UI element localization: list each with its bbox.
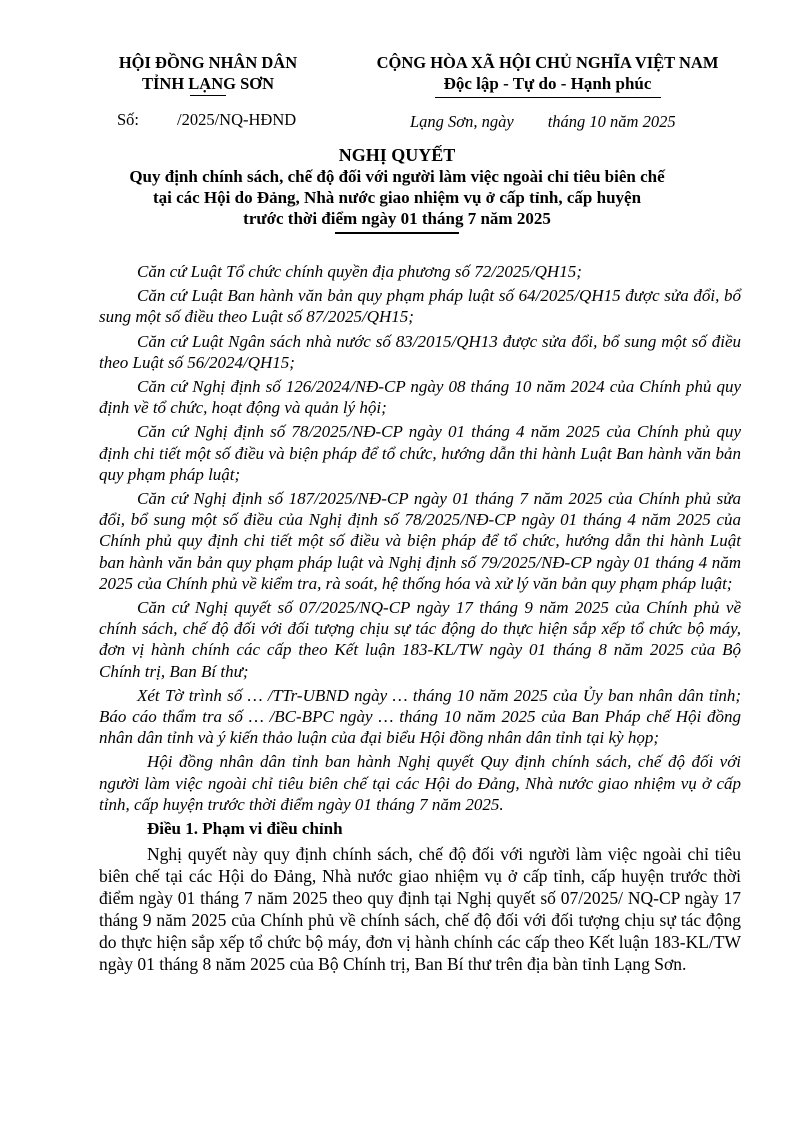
document-number — [117, 110, 296, 130]
legal-basis-item: Căn cứ Nghị quyết số 07/2025/NQ-CP ngày 17 tháng 9 năm 2025 của Chính phủ về chính sách, chế độ đối với đối tượng chịu sự tác động do thực hiện sắp xếp tổ chức bộ máy, đơn vị hành chính các cấp theo Kết luận 183-KL/TW ngày 01 tháng 8 năm 2025 của Bộ Chính trị, Ban Bí thư; — [99, 598, 741, 681]
motto-underline — [435, 97, 661, 98]
title-underline — [335, 232, 459, 234]
legal-basis-item: Căn cứ Nghị định số 187/2025/NĐ-CP ngày 01 tháng 7 năm 2025 của Chính phủ sửa đổi, bổ sung một số điều của Nghị định số 78/2025/NĐ-CP ngày 01 tháng 4 năm 2025 của Chính phủ quy định chi tiết một số điều và biện pháp để tổ chức, hướng dẫn thi hành Luật ban hành văn bản quy phạm pháp luật và Nghị định số 79/2025/NĐ-CP ngày 01 tháng 4 năm 2025 của Chính phủ về kiểm tra, rà soát, hệ thống hóa và xử lý văn bản quy phạm pháp luật; — [99, 489, 741, 593]
resolution-intro: Hội đồng nhân dân tỉnh ban hành Nghị quyết Quy định chính sách, chế độ đối với người làm việc ngoài chỉ tiêu biên chế tại các Hội do Đảng, Nhà nước giao nhiệm vụ ở cấp tỉnh, cấp huyện trước thời điểm ngày 01 tháng 7 năm 2025. — [99, 752, 741, 814]
country-name: CỘNG HÒA XÃ HỘI CHỦ NGHĨA VIỆT NAM — [376, 53, 719, 72]
document-number-label: Số: — [117, 110, 140, 129]
document-body — [99, 261, 741, 978]
legal-basis-item: Căn cứ Nghị định số 78/2025/NĐ-CP ngày 01 tháng 4 năm 2025 của Chính phủ quy định chi tiết một số điều và biện pháp để tổ chức, hướng dẫn thi hành Luật Ban hành văn bản quy phạm pháp luật; — [99, 422, 741, 484]
place-date-part-1: Lạng Sơn, ngày — [410, 112, 514, 131]
legal-basis-item: Căn cứ Luật Tổ chức chính quyền địa phương số 72/2025/QH15; — [137, 262, 582, 281]
issuing-authority — [98, 52, 318, 96]
authority-line-1: HỘI ĐỒNG NHÂN DÂN — [118, 53, 298, 72]
place-date-part-2: tháng 10 năm 2025 — [547, 112, 676, 131]
document-number-value: /2025/NQ-HĐND — [177, 110, 297, 129]
place-and-date — [410, 112, 676, 132]
document-title — [100, 144, 694, 234]
article-1-text: Nghị quyết này quy định chính sách, chế độ đối với người làm việc ngoài chỉ tiêu biên chế tại các Hội do Đảng, Nhà nước giao nhiệm vụ ở cấp tỉnh, cấp huyện trước thời điểm ngày 01 tháng 7 năm 2025 theo quy định tại Nghị quyết số 07/2025/ NQ-CP ngày 17 tháng 9 năm 2025 của Chính phủ về chính sách, chế độ đối với đối tượng chịu sự tác động do thực hiện sắp xếp tổ chức bộ máy, đơn vị hành chính các cấp theo Kết luận 183-KL/TW ngày 01 tháng 8 năm 2025 của Bộ Chính trị, Ban Bí thư trên địa bàn tỉnh Lạng Sơn. — [99, 844, 741, 975]
legal-basis-item: Căn cứ Luật Ngân sách nhà nước số 83/2015/QH13 được sửa đổi, bổ sung một số điều theo Luật số 56/2024/QH15; — [99, 331, 741, 372]
title-line-2: tại các Hội do Đảng, Nhà nước giao nhiệm vụ ở cấp tỉnh, cấp huyện — [152, 188, 642, 207]
authority-underline — [190, 95, 226, 96]
legal-basis-item: Xét Tờ trình số … /TTr-UBND ngày … tháng 10 năm 2025 của Ủy ban nhân dân tỉnh; Báo cáo thẩm tra số … /BC-BPC ngày … tháng 10 năm 2025 của Ban Pháp chế Hội đồng nhân dân tỉnh và ý kiến thảo luận của đại biểu Hội đồng nhân dân tỉnh tại kỳ họp; — [99, 685, 741, 748]
legal-basis-item: Căn cứ Luật Ban hành văn bản quy phạm pháp luật số 64/2025/QH15 được sửa đổi, bổ sung một số điều theo Luật số 87/2025/QH15; — [99, 286, 741, 327]
title-line-1: Quy định chính sách, chế độ đối với người làm việc ngoài chỉ tiêu biên chế — [129, 167, 665, 186]
national-header — [350, 52, 745, 98]
document-type: NGHỊ QUYẾT — [338, 145, 456, 165]
national-motto: Độc lập - Tự do - Hạnh phúc — [443, 74, 652, 93]
authority-line-2: TỈNH LẠNG SƠN — [141, 74, 275, 93]
legal-basis-item: Căn cứ Nghị định số 126/2024/NĐ-CP ngày 08 tháng 10 năm 2024 của Chính phủ quy định về tổ chức, hoạt động và quản lý hội; — [99, 377, 741, 418]
article-1-heading: Điều 1. Phạm vi điều chỉnh — [147, 819, 343, 839]
title-line-3: trước thời điểm ngày 01 tháng 7 năm 2025 — [243, 209, 551, 228]
